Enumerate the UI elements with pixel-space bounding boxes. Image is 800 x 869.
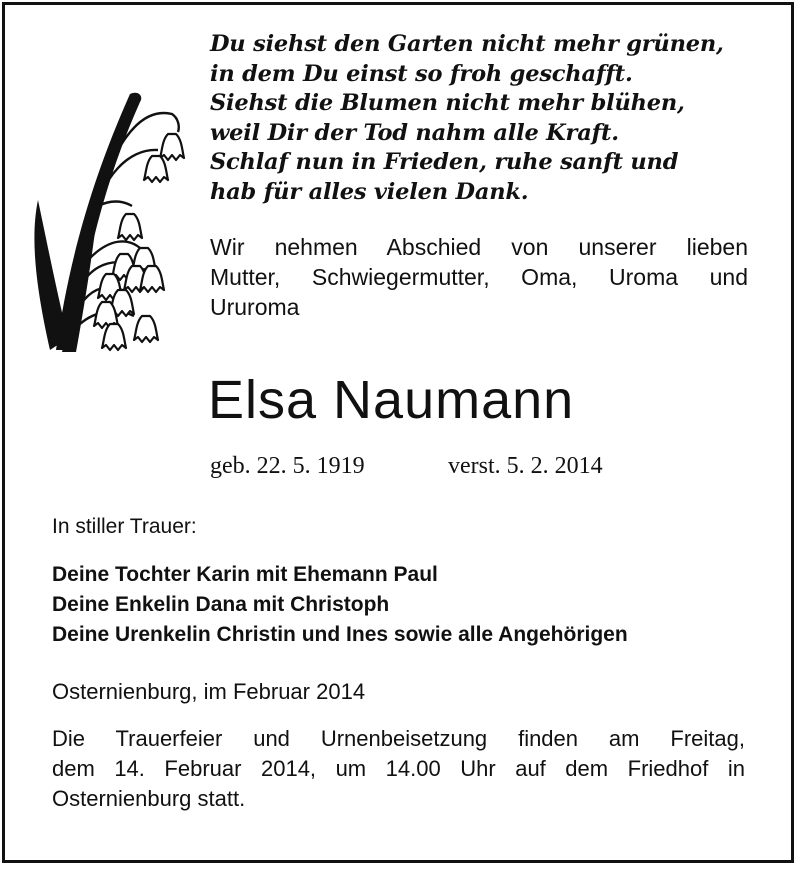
lily-of-the-valley-icon <box>28 88 198 356</box>
intro-line: Wir nehmen Abschied von unserer lieben <box>210 234 748 260</box>
birth-date: geb. 22. 5. 1919 <box>210 453 365 479</box>
memorial-poem <box>210 30 770 207</box>
intro-line: Mutter, Schwiegermutter, Oma, Uroma und <box>210 264 748 290</box>
poem-line: hab für alles vielen Dank. <box>210 178 529 205</box>
deceased-name: Elsa Naumann <box>208 370 575 430</box>
place-date: Osternienburg, im Februar 2014 <box>52 679 366 704</box>
funeral-line: Die Trauerfeier und Urnenbeisetzung finden am Freitag, <box>52 726 745 751</box>
funeral-notice <box>52 724 745 814</box>
funeral-line: dem 14. Februar 2014, um 14.00 Uhr auf dem Friedhof in <box>52 756 745 781</box>
poem-line: Siehst die Blumen nicht mehr blühen, <box>210 90 685 116</box>
intro-line: Ururoma <box>210 294 300 320</box>
family-line: Deine Urenkelin Christin und Ines sowie alle Angehörigen <box>52 623 628 646</box>
family-line: Deine Tochter Karin mit Ehemann Paul <box>52 563 438 586</box>
poem-line: weil Dir der Tod nahm alle Kraft. <box>210 119 619 146</box>
poem-line: Schlaf nun in Frieden, ruhe sanft und <box>210 149 679 175</box>
poem-line: Du siehst den Garten nicht mehr grünen, <box>210 31 724 57</box>
farewell-intro <box>210 232 748 322</box>
poem-line: in dem Du einst so froh geschafft. <box>210 60 633 87</box>
bereaved-family <box>52 560 752 650</box>
funeral-line: Osternienburg statt. <box>52 786 246 811</box>
family-line: Deine Enkelin Dana mit Christoph <box>52 593 390 616</box>
death-date: verst. 5. 2. 2014 <box>448 453 603 479</box>
mourning-label: In stiller Trauer: <box>52 515 197 538</box>
